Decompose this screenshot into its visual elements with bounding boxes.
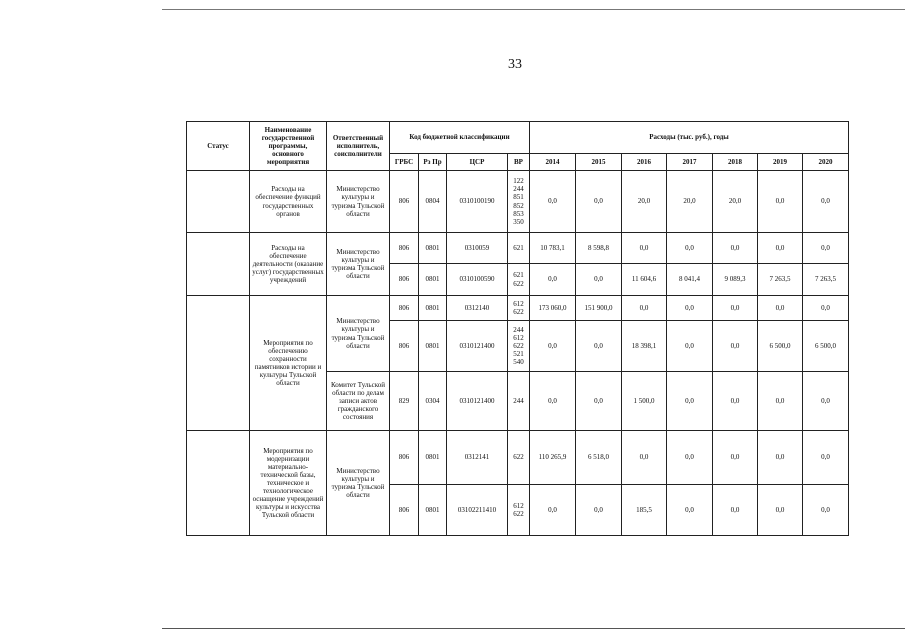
header-budget-code: Код бюджетной классификации <box>390 122 530 154</box>
grbs-cell: 806 <box>390 321 419 372</box>
executor-cell: Министерство культуры и туризма Тульской области <box>327 171 390 233</box>
value-cell: 0,0 <box>758 485 803 536</box>
executor-cell: Министерство культуры и туризма Тульской области <box>327 431 390 536</box>
grbs-cell: 806 <box>390 264 419 296</box>
grbs-cell: 806 <box>390 431 419 485</box>
value-cell: 8 041,4 <box>667 264 713 296</box>
value-cell: 10 783,1 <box>530 233 576 264</box>
header-grbs: ГРБС <box>390 154 419 171</box>
rzpr-cell: 0801 <box>419 321 447 372</box>
value-cell: 20,0 <box>667 171 713 233</box>
vr-cell: 621 622 <box>508 264 530 296</box>
executor-cell: Комитет Тульской области по делам записи актов гражданского состояния <box>327 372 390 431</box>
value-cell: 0,0 <box>758 431 803 485</box>
status-cell <box>187 171 250 233</box>
measure-name: Мероприятия по модернизации материально-технической базы, техническое и технологическое оснащение учреждений культуры и искусства Тульской области <box>250 431 327 536</box>
value-cell: 0,0 <box>758 171 803 233</box>
value-cell: 0,0 <box>667 296 713 321</box>
grbs-cell: 806 <box>390 233 419 264</box>
table-row <box>187 171 849 233</box>
value-cell: 0,0 <box>758 296 803 321</box>
rzpr-cell: 0801 <box>419 431 447 485</box>
value-cell: 0,0 <box>667 372 713 431</box>
header-row <box>187 122 849 154</box>
header-year: 2019 <box>758 154 803 171</box>
value-cell: 0,0 <box>667 321 713 372</box>
value-cell: 0,0 <box>713 485 758 536</box>
value-cell: 0,0 <box>576 171 622 233</box>
value-cell: 0,0 <box>803 171 849 233</box>
value-cell: 6 518,0 <box>576 431 622 485</box>
budget-table <box>186 121 849 536</box>
bottom-rule <box>162 628 905 629</box>
rzpr-cell: 0801 <box>419 296 447 321</box>
value-cell: 0,0 <box>803 233 849 264</box>
value-cell: 11 604,6 <box>622 264 667 296</box>
measure-name: Расходы на обеспечение функций государственных органов <box>250 171 327 233</box>
value-cell: 151 900,0 <box>576 296 622 321</box>
header-expenses: Расходы (тыс. руб.), годы <box>530 122 849 154</box>
header-year: 2018 <box>713 154 758 171</box>
value-cell: 18 398,1 <box>622 321 667 372</box>
executor-cell: Министерство культуры и туризма Тульской области <box>327 296 390 372</box>
header-year: 2014 <box>530 154 576 171</box>
vr-cell: 244 <box>508 372 530 431</box>
status-cell <box>187 296 250 431</box>
page-number: 33 <box>508 57 522 72</box>
vr-cell: 244 612 622 521 540 <box>508 321 530 372</box>
value-cell: 110 265,9 <box>530 431 576 485</box>
header-year: 2020 <box>803 154 849 171</box>
csr-cell: 0310100590 <box>447 264 508 296</box>
value-cell: 8 598,8 <box>576 233 622 264</box>
csr-cell: 0310059 <box>447 233 508 264</box>
value-cell: 6 500,0 <box>803 321 849 372</box>
value-cell: 20,0 <box>622 171 667 233</box>
value-cell: 0,0 <box>576 485 622 536</box>
header-status: Статус <box>187 122 250 171</box>
status-cell <box>187 233 250 296</box>
top-rule <box>162 9 905 10</box>
vr-cell: 122 244 851 852 853 350 <box>508 171 530 233</box>
value-cell: 1 500,0 <box>622 372 667 431</box>
rzpr-cell: 0804 <box>419 171 447 233</box>
header-csr: ЦСР <box>447 154 508 171</box>
value-cell: 6 500,0 <box>758 321 803 372</box>
measure-name: Расходы на обеспечение деятельности (оказание услуг) государственных учреждений <box>250 233 327 296</box>
csr-cell: 0310100190 <box>447 171 508 233</box>
table-row <box>187 431 849 485</box>
value-cell: 0,0 <box>530 264 576 296</box>
header-year: 2017 <box>667 154 713 171</box>
rzpr-cell: 0801 <box>419 264 447 296</box>
value-cell: 0,0 <box>758 233 803 264</box>
header-executor: Ответственный исполнитель, соисполнители <box>327 122 390 171</box>
executor-cell: Министерство культуры и туризма Тульской области <box>327 233 390 296</box>
value-cell: 7 263,5 <box>758 264 803 296</box>
vr-cell: 612 622 <box>508 485 530 536</box>
value-cell: 185,5 <box>622 485 667 536</box>
header-name: Наименование государственной программы, основного мероприятия <box>250 122 327 171</box>
measure-name: Мероприятия по обеспечению сохранности памятников истории и культуры Тульской области <box>250 296 327 431</box>
value-cell: 0,0 <box>758 372 803 431</box>
table-row <box>187 233 849 264</box>
value-cell: 0,0 <box>530 171 576 233</box>
value-cell: 0,0 <box>667 431 713 485</box>
value-cell: 0,0 <box>622 431 667 485</box>
value-cell: 0,0 <box>803 372 849 431</box>
status-cell <box>187 431 250 536</box>
value-cell: 0,0 <box>576 264 622 296</box>
value-cell: 0,0 <box>713 372 758 431</box>
value-cell: 7 263,5 <box>803 264 849 296</box>
value-cell: 0,0 <box>713 321 758 372</box>
csr-cell: 0310121400 <box>447 321 508 372</box>
value-cell: 0,0 <box>576 372 622 431</box>
value-cell: 0,0 <box>713 296 758 321</box>
value-cell: 0,0 <box>803 485 849 536</box>
vr-cell: 622 <box>508 431 530 485</box>
value-cell: 9 089,3 <box>713 264 758 296</box>
grbs-cell: 829 <box>390 372 419 431</box>
grbs-cell: 806 <box>390 296 419 321</box>
header-year: 2016 <box>622 154 667 171</box>
value-cell: 0,0 <box>803 431 849 485</box>
grbs-cell: 806 <box>390 485 419 536</box>
value-cell: 0,0 <box>713 431 758 485</box>
rzpr-cell: 0304 <box>419 372 447 431</box>
table-row <box>187 296 849 321</box>
value-cell: 0,0 <box>576 321 622 372</box>
value-cell: 0,0 <box>713 233 758 264</box>
header-rzpr: Рз Пр <box>419 154 447 171</box>
vr-cell: 612 622 <box>508 296 530 321</box>
csr-cell: 0310121400 <box>447 372 508 431</box>
csr-cell: 0312141 <box>447 431 508 485</box>
csr-cell: 0312140 <box>447 296 508 321</box>
value-cell: 0,0 <box>530 372 576 431</box>
value-cell: 0,0 <box>530 485 576 536</box>
header-year: 2015 <box>576 154 622 171</box>
csr-cell: 03102211410 <box>447 485 508 536</box>
value-cell: 0,0 <box>803 296 849 321</box>
header-vr: ВР <box>508 154 530 171</box>
value-cell: 0,0 <box>530 321 576 372</box>
vr-cell: 621 <box>508 233 530 264</box>
grbs-cell: 806 <box>390 171 419 233</box>
value-cell: 0,0 <box>622 296 667 321</box>
value-cell: 0,0 <box>667 233 713 264</box>
value-cell: 0,0 <box>622 233 667 264</box>
value-cell: 173 060,0 <box>530 296 576 321</box>
rzpr-cell: 0801 <box>419 233 447 264</box>
rzpr-cell: 0801 <box>419 485 447 536</box>
value-cell: 0,0 <box>667 485 713 536</box>
value-cell: 20,0 <box>713 171 758 233</box>
